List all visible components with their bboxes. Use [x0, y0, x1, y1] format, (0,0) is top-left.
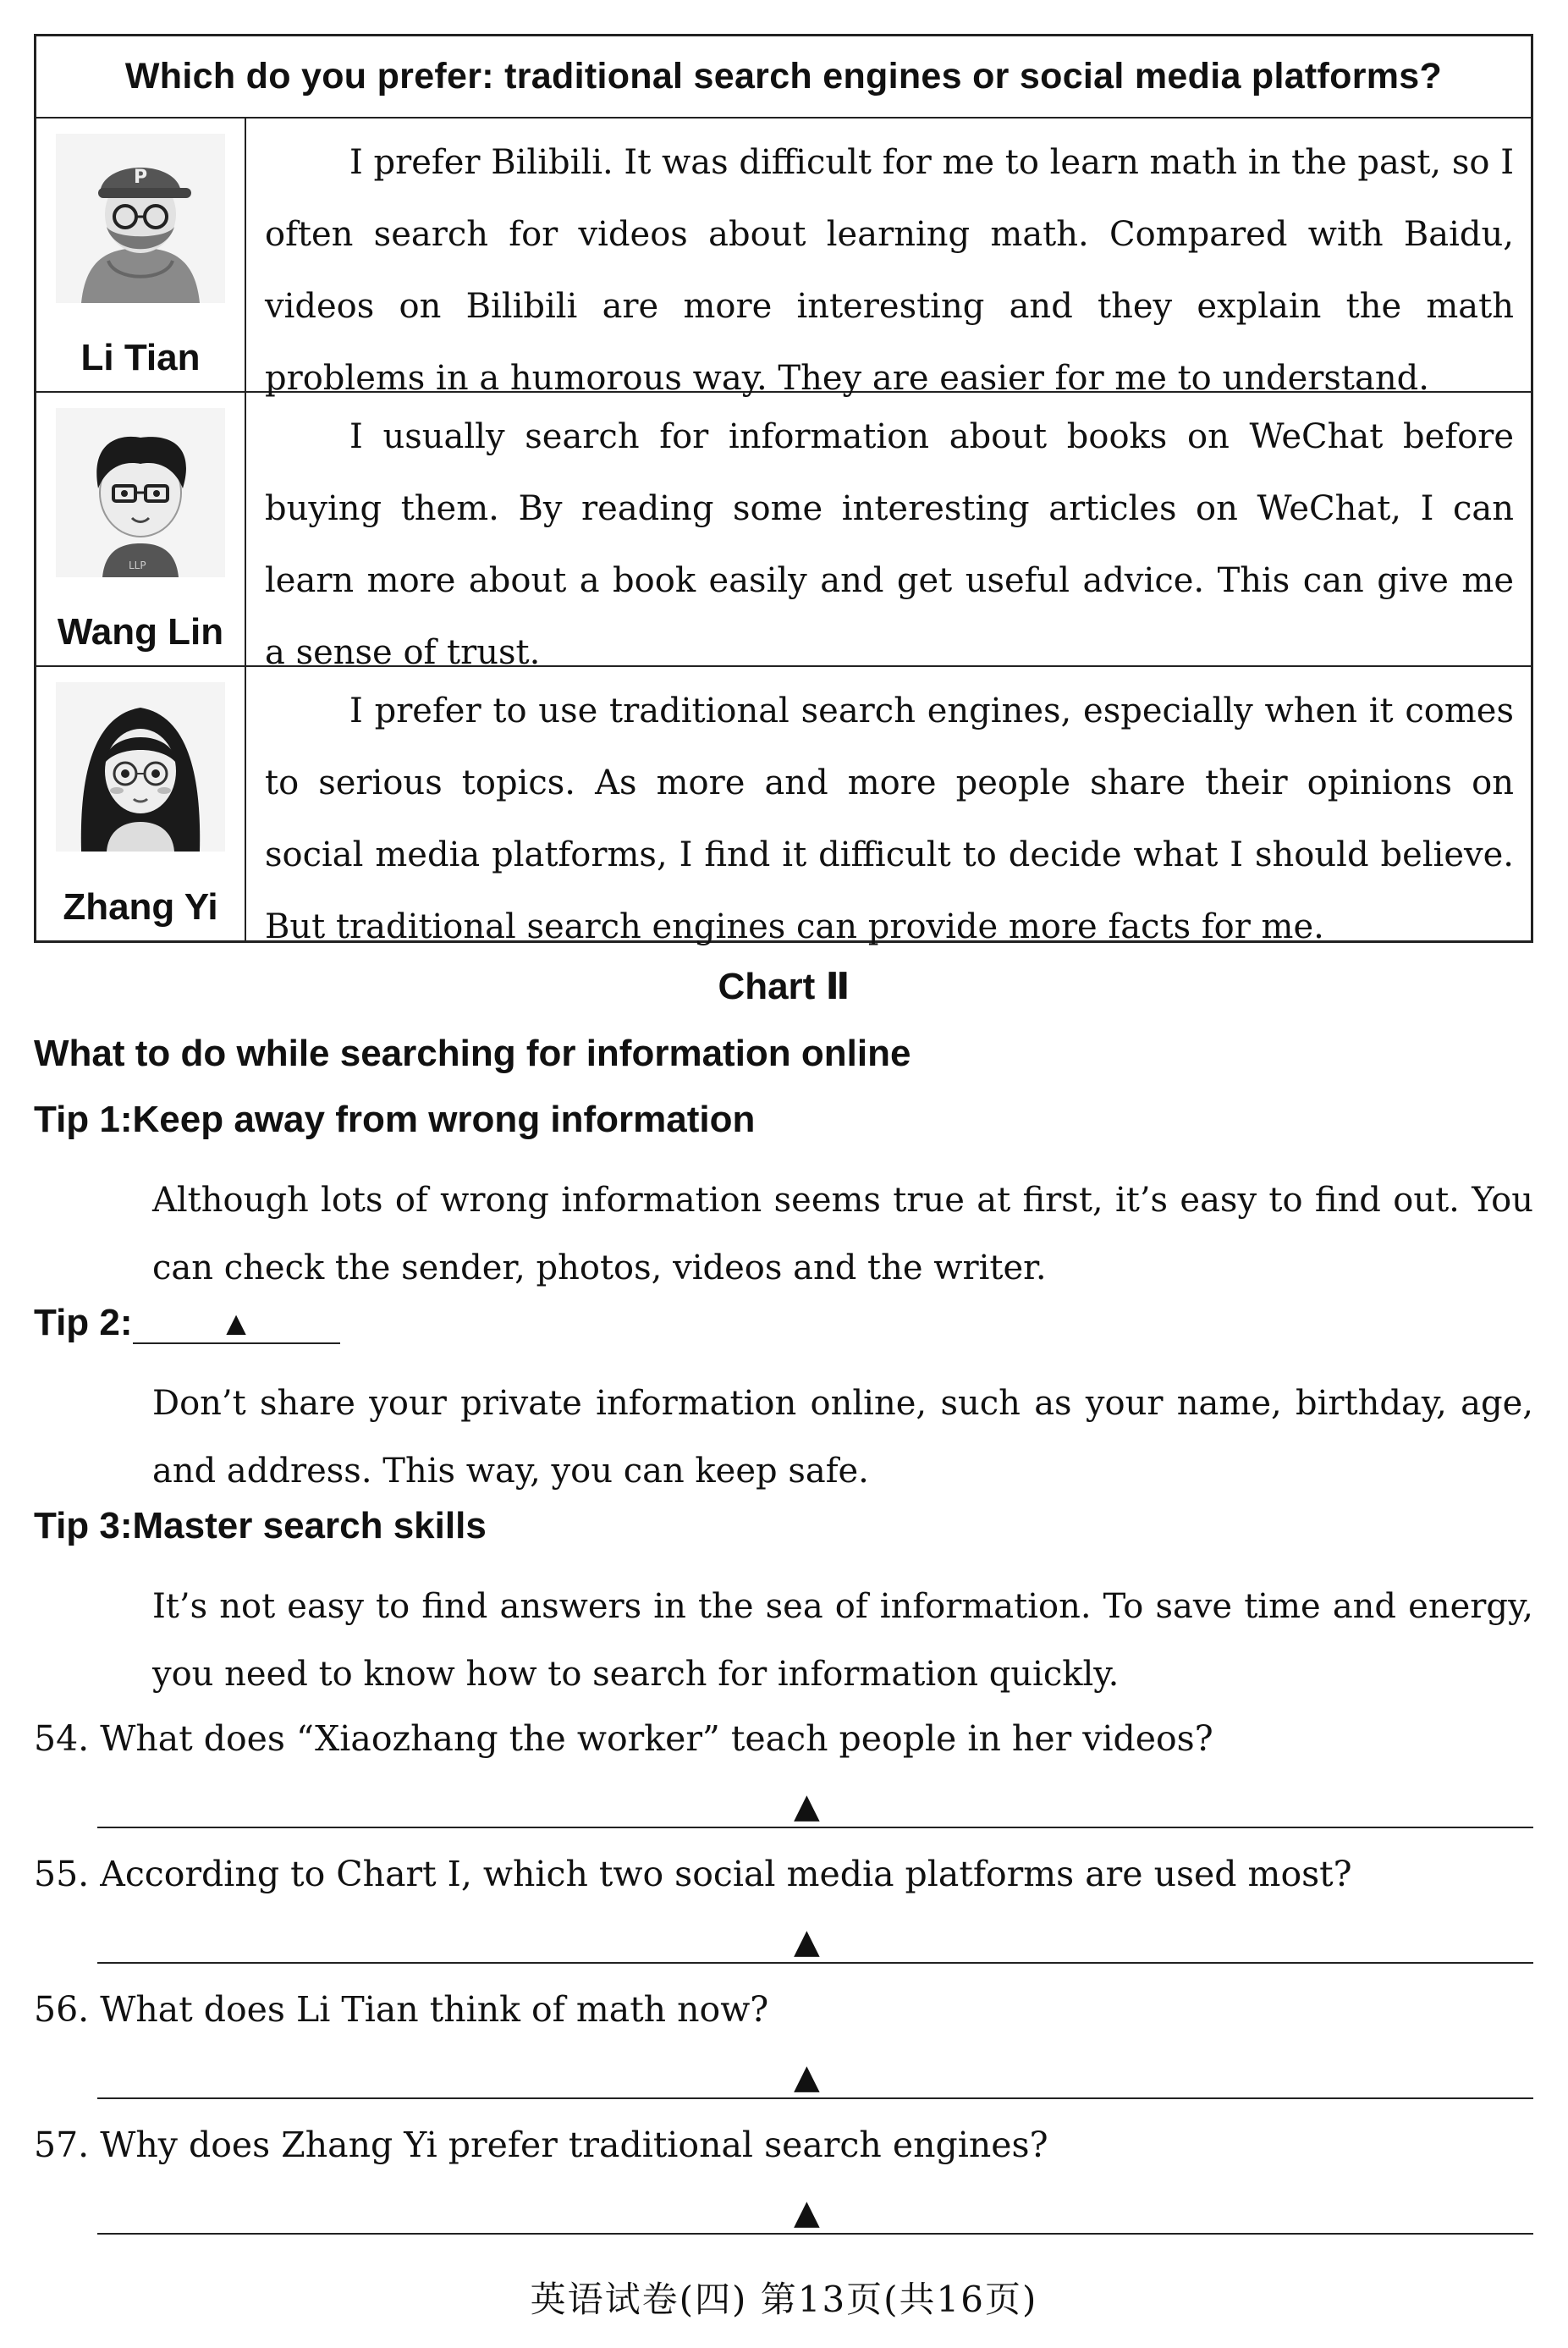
answer-line[interactable] — [97, 2233, 1533, 2235]
comment-text: I prefer Bilibili. It was difficult for me to learn math in the past, so I often search for videos about learning math. Compared with Baidu, videos on Bilibili are more interesting and they explain the math problems in a humorous way. They are easier for me to understand. — [265, 143, 1514, 398]
tip-body: Don’t share your private information online, such as your name, birthday, age, and address. This way, you can keep safe. — [152, 1384, 1533, 1491]
answer-line[interactable] — [97, 1962, 1533, 1964]
table-row — [36, 119, 1531, 398]
person-name: Li Tian — [80, 337, 201, 378]
tip-heading — [34, 1099, 755, 1141]
tip-body: Although lots of wrong information seems true at first, it’s easy to find out. You can check the sender, photos, videos and the writer. — [152, 1181, 1533, 1287]
tip-label: Tip 2: — [34, 1302, 133, 1343]
person-cell — [36, 667, 246, 940]
person-cell — [36, 119, 246, 391]
wang-lin-avatar-icon — [56, 408, 225, 577]
answer-marker-icon: ▲ — [794, 2193, 820, 2232]
li-tian-avatar-icon — [56, 134, 225, 303]
table-row — [36, 393, 1531, 672]
tip-title: Master search skills — [132, 1505, 487, 1546]
chart-title: Chart Ⅱ — [718, 966, 850, 1007]
question-55: 55. According to Chart Ⅰ, which two social media platforms are used most? — [34, 1854, 1352, 1894]
tip-body: It’s not easy to find answers in the sea of information. To save time and energy, you need to know how to search for information quickly. — [152, 1587, 1533, 1694]
svg-text:LLP: LLP — [129, 559, 146, 571]
answer-line[interactable] — [97, 1827, 1533, 1828]
tip-title: Keep away from wrong information — [132, 1099, 756, 1140]
opinion-table — [34, 34, 1533, 946]
comment-text: I prefer to use traditional search engines, especially when it comes to serious topics. As more and more people share their opinions on social media platforms, I find it difficult to decide what I should believe. But traditional search engines can provide more facts for me. — [265, 692, 1514, 946]
tip-label: Tip 1: — [34, 1099, 133, 1140]
page-footer: 英语试卷(四) 第13页(共16页) — [530, 2279, 1038, 2320]
question-54: 54. What does “Xiaozhang the worker” teach people in her videos? — [34, 1718, 1213, 1759]
section-heading: What to do while searching for information online — [34, 1033, 911, 1074]
person-name: Wang Lin — [57, 611, 224, 653]
table-title: Which do you prefer: traditional search engines or social media platforms? — [36, 36, 1531, 119]
answer-marker-icon: ▲ — [794, 2058, 820, 2097]
person-cell — [36, 393, 246, 665]
person-name: Zhang Yi — [63, 886, 218, 928]
svg-text:P: P — [134, 167, 148, 188]
answer-line[interactable] — [97, 2097, 1533, 2099]
question-56: 56. What does Li Tian think of math now? — [34, 1989, 769, 2030]
answer-marker-icon: ▲ — [794, 1922, 820, 1961]
question-57: 57. Why does Zhang Yi prefer traditional search engines? — [34, 2125, 1048, 2165]
answer-marker-icon: ▲ — [794, 1787, 820, 1826]
zhang-yi-avatar-icon — [56, 682, 225, 852]
tip-label: Tip 3: — [34, 1505, 133, 1546]
comment-text: I usually search for information about books on WeChat before buying them. By reading some interesting articles on WeChat, I can learn more about a book easily and get useful advice. This can give me a sense of trust. — [265, 417, 1514, 672]
tip-heading — [34, 1302, 340, 1344]
tip-heading — [34, 1505, 487, 1547]
blank-marker: ▲ — [133, 1305, 340, 1344]
table-row — [36, 667, 1531, 946]
